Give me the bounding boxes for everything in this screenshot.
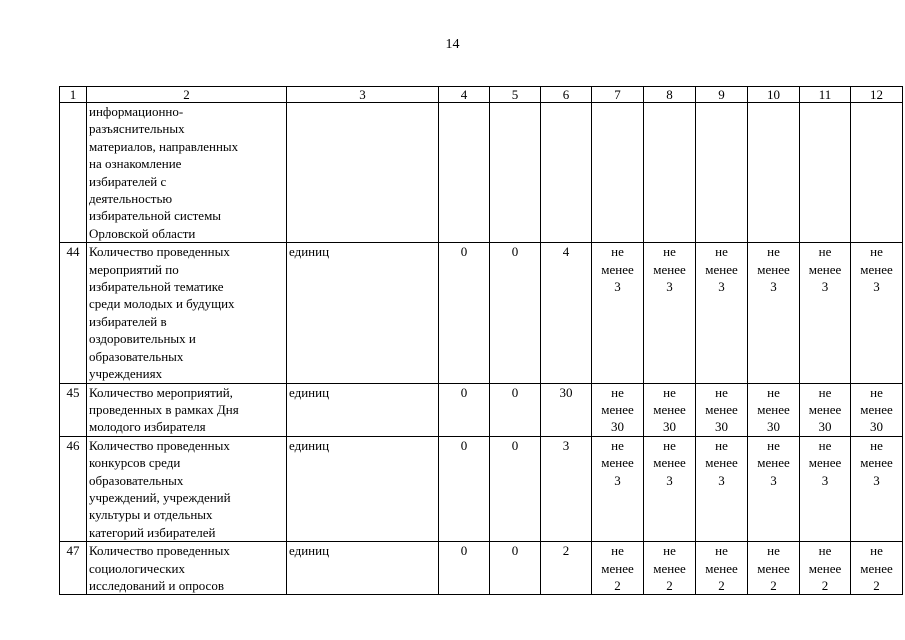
target-line: менее: [757, 261, 790, 277]
target-line: менее: [653, 401, 686, 417]
target-cell: [644, 383, 696, 436]
target-line: 30: [767, 419, 780, 435]
target-line: менее: [601, 560, 634, 576]
target-line: менее: [653, 455, 686, 471]
target-line: не: [611, 437, 624, 453]
target-cell: [800, 436, 851, 541]
target-line: 2: [873, 577, 880, 593]
target-line: менее: [808, 401, 842, 417]
target-line: не: [611, 244, 624, 260]
target-line: не: [870, 244, 883, 260]
target-cell: [696, 436, 748, 541]
target-line: 30: [715, 419, 728, 435]
column-number: 7: [592, 87, 644, 103]
target-line: не: [767, 437, 780, 453]
target-cell: [851, 436, 903, 541]
target-cell: [592, 436, 644, 541]
table-row-continuation: [60, 103, 903, 243]
table-row: [60, 436, 903, 541]
value-cell: 4: [541, 243, 592, 383]
target-line: менее: [860, 560, 893, 576]
row-number: 47: [60, 542, 87, 595]
empty-cell: [696, 103, 748, 243]
row-number: 44: [60, 243, 87, 383]
indicator-name: Количество проведенных мероприятий по избирательной тематике среди молодых и будущих избирателей в оздоровительных и образовательных учреждениях: [87, 243, 287, 383]
target-line: 3: [614, 279, 621, 295]
value-cell: 0: [490, 542, 541, 595]
empty-cell: [748, 103, 800, 243]
target-line: не: [663, 244, 676, 260]
target-cell: [696, 243, 748, 383]
target-line: менее: [653, 560, 686, 576]
value-cell: 3: [541, 436, 592, 541]
row-number: 45: [60, 383, 87, 436]
value-cell: 0: [439, 436, 490, 541]
unit-cell: [287, 103, 439, 243]
target-cell: [800, 542, 851, 595]
target-line: не: [870, 384, 883, 400]
unit-cell: единиц: [287, 243, 439, 383]
empty-cell: [644, 103, 696, 243]
target-cell: [851, 383, 903, 436]
page-number: 14: [445, 37, 460, 52]
empty-cell: [439, 103, 490, 243]
target-line: менее: [601, 455, 634, 471]
column-number: 10: [748, 87, 800, 103]
table-row: [60, 243, 903, 383]
target-line: 3: [821, 472, 829, 488]
target-line: 3: [666, 472, 673, 488]
target-line: менее: [705, 455, 738, 471]
target-cell: [696, 383, 748, 436]
target-line: не: [870, 543, 883, 559]
target-line: не: [818, 384, 832, 400]
target-line: 30: [818, 419, 832, 435]
value-cell: 0: [490, 436, 541, 541]
target-line: 2: [666, 577, 673, 593]
target-cell: [748, 436, 800, 541]
column-number: 1: [60, 87, 87, 103]
empty-cell: [851, 103, 903, 243]
indicators-table: [59, 86, 903, 595]
target-cell: [696, 542, 748, 595]
empty-cell: [541, 103, 592, 243]
target-line: 2: [770, 577, 777, 593]
target-line: не: [818, 244, 832, 260]
target-line: 3: [821, 279, 829, 295]
target-line: менее: [601, 261, 634, 277]
target-line: 2: [821, 577, 829, 593]
target-line: менее: [705, 560, 738, 576]
target-line: не: [767, 543, 780, 559]
column-number-row: [60, 87, 903, 103]
column-number: 5: [490, 87, 541, 103]
target-line: менее: [705, 401, 738, 417]
target-cell: [644, 243, 696, 383]
target-line: не: [611, 384, 624, 400]
target-line: менее: [757, 401, 790, 417]
empty-cell: [592, 103, 644, 243]
column-number: 12: [851, 87, 903, 103]
indicator-name: Количество мероприятий, проведенных в рамках Дня молодого избирателя: [87, 383, 287, 436]
target-line: менее: [757, 455, 790, 471]
target-line: менее: [653, 261, 686, 277]
target-cell: [851, 542, 903, 595]
target-line: менее: [860, 261, 893, 277]
value-cell: 0: [490, 243, 541, 383]
target-cell: [748, 542, 800, 595]
target-line: менее: [601, 401, 634, 417]
target-line: 3: [718, 472, 725, 488]
indicator-name: информационно- разъяснительных материалов, направленных на ознакомление избирателей с деятельностью избирательной системы Орловской области: [87, 103, 287, 243]
target-line: не: [715, 543, 728, 559]
target-cell: [800, 243, 851, 383]
target-line: 3: [770, 279, 777, 295]
value-cell: 0: [439, 243, 490, 383]
target-line: 2: [614, 577, 621, 593]
column-number: 8: [644, 87, 696, 103]
target-line: не: [870, 437, 883, 453]
unit-cell: единиц: [287, 383, 439, 436]
table-body: [60, 87, 903, 595]
target-line: 3: [718, 279, 725, 295]
unit-cell: единиц: [287, 436, 439, 541]
target-cell: [800, 383, 851, 436]
target-line: 2: [718, 577, 725, 593]
target-cell: [644, 542, 696, 595]
target-line: менее: [860, 401, 893, 417]
target-line: 3: [614, 472, 621, 488]
target-line: менее: [808, 560, 842, 576]
column-number: 3: [287, 87, 439, 103]
target-line: менее: [705, 261, 738, 277]
empty-cell: [800, 103, 851, 243]
value-cell: 0: [490, 383, 541, 436]
indicator-name: Количество проведенных конкурсов среди образовательных учреждений, учреждений культуры и отдельных категорий избирателей: [87, 436, 287, 541]
target-line: 3: [873, 472, 880, 488]
target-line: 30: [663, 419, 676, 435]
target-cell: [592, 383, 644, 436]
empty-cell: [490, 103, 541, 243]
target-line: 3: [873, 279, 880, 295]
value-cell: 0: [439, 542, 490, 595]
target-line: не: [663, 384, 676, 400]
column-number: 4: [439, 87, 490, 103]
value-cell: 30: [541, 383, 592, 436]
target-line: не: [767, 384, 780, 400]
target-line: не: [715, 384, 728, 400]
target-line: 30: [870, 419, 883, 435]
value-cell: 0: [439, 383, 490, 436]
column-number: 11: [800, 87, 851, 103]
target-cell: [748, 383, 800, 436]
target-line: 3: [770, 472, 777, 488]
target-line: не: [611, 543, 624, 559]
target-line: не: [663, 543, 676, 559]
target-line: не: [663, 437, 676, 453]
value-cell: 2: [541, 542, 592, 595]
target-line: менее: [808, 261, 842, 277]
table-row: [60, 383, 903, 436]
target-line: менее: [808, 455, 842, 471]
target-line: не: [767, 244, 780, 260]
row-number: [60, 103, 87, 243]
target-line: не: [715, 437, 728, 453]
target-cell: [748, 243, 800, 383]
column-number: 9: [696, 87, 748, 103]
unit-cell: единиц: [287, 542, 439, 595]
indicator-name: Количество проведенных социологических исследований и опросов: [87, 542, 287, 595]
target-line: менее: [757, 560, 790, 576]
table-row: [60, 542, 903, 595]
target-line: 3: [666, 279, 673, 295]
target-line: менее: [860, 455, 893, 471]
column-number: 2: [87, 87, 287, 103]
target-cell: [644, 436, 696, 541]
target-cell: [592, 542, 644, 595]
column-number: 6: [541, 87, 592, 103]
target-line: не: [715, 244, 728, 260]
target-line: не: [818, 437, 832, 453]
target-cell: [851, 243, 903, 383]
row-number: 46: [60, 436, 87, 541]
target-cell: [592, 243, 644, 383]
target-line: не: [818, 543, 832, 559]
target-line: 30: [611, 419, 624, 435]
